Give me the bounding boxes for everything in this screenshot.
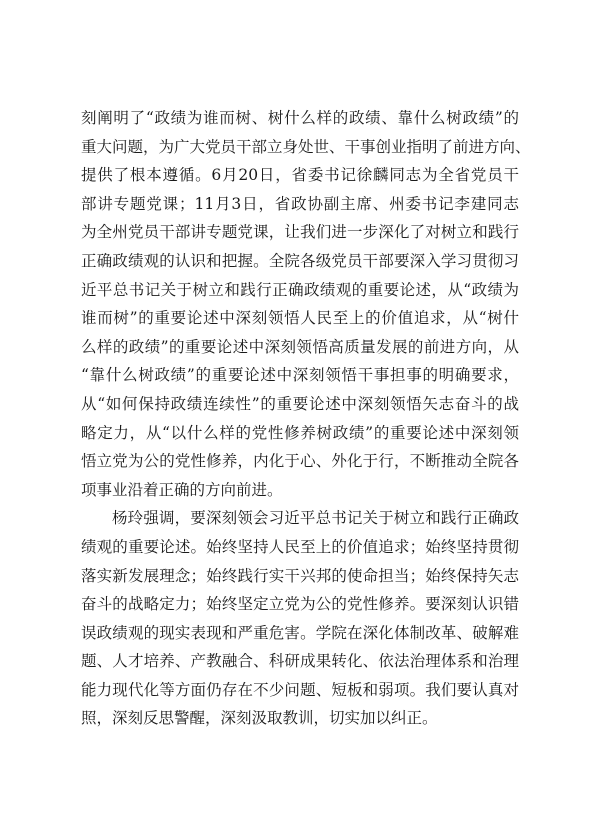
text-line: 照，深刻反思警醒，深刻汲取教训，切实加以纠正。	[81, 709, 438, 728]
text-line: 绩观的重要论述。始终坚持人民至上的价值追求；始终坚持贯彻	[81, 537, 519, 556]
text-line: 提供了根本遵循。6月20日，省委书记徐麟同志为全省党员干	[81, 166, 519, 185]
text-line: 近平总书记关于树立和践行正确政绩观的重要论述，从“政绩为	[81, 280, 519, 299]
text-line: 能力现代化等方面仍存在不少问题、短板和弱项。我们要认真对	[81, 680, 519, 699]
body-text	[81, 104, 531, 733]
text-line: 为全州党员干部讲专题党课，让我们进一步深化了对树立和践行	[81, 223, 519, 242]
text-line: 部讲专题党课；11月3日，省政协副主席、州委书记李建同志	[81, 194, 519, 213]
text-line: 从“如何保持政绩连续性”的重要论述中深刻领悟矢志奋斗的战	[81, 394, 519, 413]
text-line: “靠什么树政绩”的重要论述中深刻领悟干事担事的明确要求，	[81, 366, 519, 385]
text-line: 么样的政绩”的重要论述中深刻领悟高质量发展的前进方向，从	[81, 337, 519, 356]
text-line: 略定力，从“以什么样的党性修养树政绩”的重要论述中深刻领	[81, 423, 519, 442]
text-line: 奋斗的战略定力；始终坚定立党为公的党性修养。要深刻认识错	[81, 595, 519, 614]
text-line: 杨玲强调，要深刻领会习近平总书记关于树立和践行正确政	[112, 509, 519, 528]
text-line: 落实新发展理念；始终践行实干兴邦的使命担当；始终保持矢志	[81, 566, 519, 585]
text-line: 刻阐明了“政绩为谁而树、树什么样的政绩、靠什么树政绩”的	[81, 109, 519, 127]
text-line: 正确政绩观的认识和把握。全院各级党员干部要深入学习贯彻习	[81, 251, 519, 270]
text-line: 误政绩观的现实表现和严重危害。学院在深化体制改革、破解难	[81, 623, 519, 642]
text-line: 重大问题，为广大党员干部立身处世、干事创业指明了前进方向、	[81, 137, 531, 156]
text-line: 项事业沿着正确的方向前进。	[81, 480, 283, 499]
text-line: 悟立党为公的党性修养，内化于心、外化于行，不断推动全院各	[81, 452, 519, 471]
text-line: 谁而树”的重要论述中深刻领悟人民至上的价值追求，从“树什	[81, 309, 519, 328]
text-line: 题、人才培养、产教融合、科研成果转化、依法治理体系和治理	[81, 652, 519, 671]
paragraph-1	[81, 104, 531, 504]
paragraph-2	[81, 504, 519, 733]
